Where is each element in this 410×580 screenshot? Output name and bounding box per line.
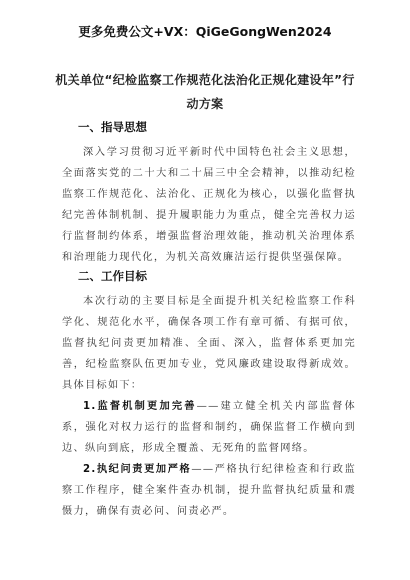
section-paragraph-work-goals: 本次行动的主要目标是全面提升机关纪检监察工作科学化、规范化水平，确保各项工作有章可循、有据可依，监督执纪问责更加精准、全面、深入，监督体系更加完善，纪检监察队伍更加专业，党风廉政建设取得新成效。具体目标如下： <box>62 296 356 391</box>
section-heading-guiding-ideology: 一、指导思想 <box>78 120 147 134</box>
goal-item-2-label: 2.执纪问责更加严格 <box>83 464 192 475</box>
document-title: 机关单位“纪检监察工作规范化法治化正规化建设年”行动方案 <box>55 73 355 111</box>
page-header: 更多免费公文+VX：QiGeGongWen2024 <box>78 24 332 39</box>
goal-item-1-text: ——建立健全机关内部监督体系，强化对权力运行的监督和制约，确保监督工作横向到边、纵向到底，形成全覆盖、无死角的监督网络。 <box>62 401 356 454</box>
goal-item-2 <box>62 459 356 522</box>
goal-item-2-text: ——严格执行纪律检查和行政监察工作程序，健全案件查办机制，提升监督执纪质量和震慑力，确保有责必问、问责必严。 <box>62 464 356 517</box>
goal-item-1-label: 1.监督机制更加完善 <box>83 401 197 412</box>
goal-item-1 <box>62 396 356 459</box>
section-heading-work-goals: 二、工作目标 <box>78 269 147 283</box>
section-paragraph-guiding-ideology: 深入学习贯彻习近平新时代中国特色社会主义思想，全面落实党的二十大和二十届三中全会精神，以推动纪检监察工作规范化、法治化、正规化为核心，以强化监督执纪完善体制机制、提升履职能力为重点，健全完善权力运行监督制约体系，增强监督治理效能，推动机关治理体系和治理能力现代化，为机关高效廉洁运行提供坚强保障。 <box>62 147 356 263</box>
